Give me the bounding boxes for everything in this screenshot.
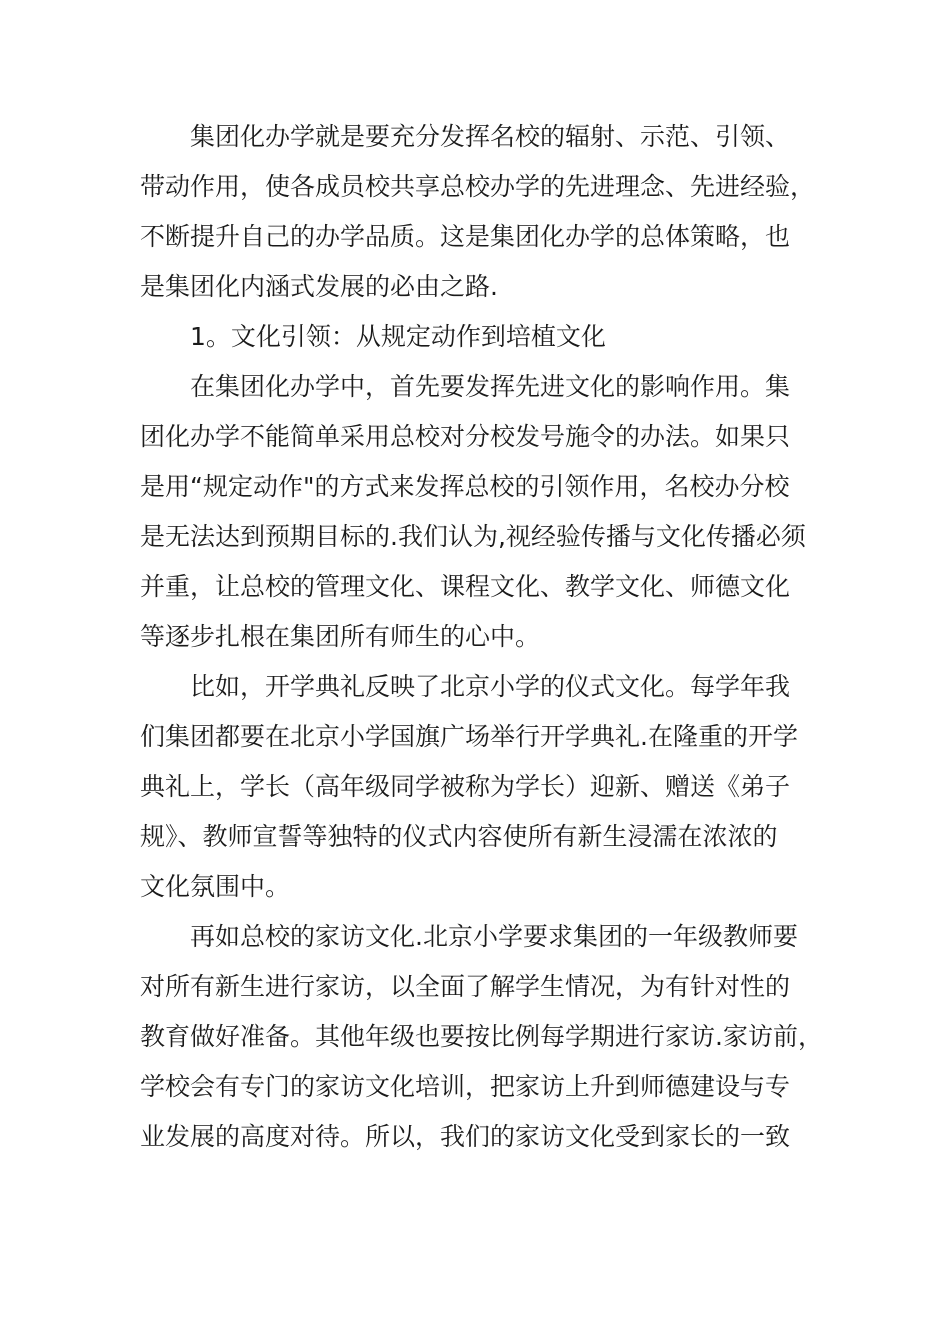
paragraph-line: 在集团化办学中，首先要发挥先进文化的影响作用。集 xyxy=(190,372,791,401)
paragraph-intro xyxy=(140,112,820,312)
section-heading-text: 1。文化引领：从规定动作到培植文化 xyxy=(190,322,606,351)
paragraph-line: 典礼上，学长（高年级同学被称为学长）迎新、赠送《弟子 xyxy=(140,772,791,801)
document-body xyxy=(140,112,823,1162)
paragraph-line: 不断提升自己的办学品质。这是集团化办学的总体策略，也 xyxy=(140,222,791,251)
paragraph-line: 对所有新生进行家访，以全面了解学生情况，为有针对性的 xyxy=(140,972,791,1001)
paragraph-line: 规》、教师宣誓等独特的仪式内容使所有新生浸濡在浓浓的 xyxy=(140,822,778,851)
paragraph-line: 学校会有专门的家访文化培训，把家访上升到师德建设与专 xyxy=(140,1072,791,1101)
paragraph-home-visit xyxy=(140,912,823,1162)
paragraph-line: 文化氛围中。 xyxy=(140,872,291,901)
paragraph-line: 再如总校的家访文化.北京小学要求集团的一年级教师要 xyxy=(190,922,798,951)
paragraph-line: 是集团化内涵式发展的必由之路. xyxy=(140,272,498,301)
paragraph-line: 业发展的高度对待。所以，我们的家访文化受到家长的一致 xyxy=(140,1122,791,1151)
paragraph-line: 比如，开学典礼反映了北京小学的仪式文化。每学年我 xyxy=(190,672,791,701)
paragraph-line: 是用“规定动作"的方式来发挥总校的引领作用，名校办分校 xyxy=(140,472,790,501)
paragraph-line: 并重，让总校的管理文化、课程文化、教学文化、师德文化 xyxy=(140,572,791,601)
paragraph-line: 带动作用，使各成员校共享总校办学的先进理念、先进经验， xyxy=(140,172,816,201)
paragraph-line: 们集团都要在北京小学国旗广场举行开学典礼.在隆重的开学 xyxy=(140,722,798,751)
paragraph-line: 教育做好准备。其他年级也要按比例每学期进行家访.家访前， xyxy=(140,1022,823,1051)
paragraph-line: 是无法达到预期目标的.我们认为,视经验传播与文化传播必须 xyxy=(140,522,806,551)
paragraph-line: 团化办学不能简单采用总校对分校发号施令的办法。如果只 xyxy=(140,422,791,451)
paragraph-line: 等逐步扎根在集团所有师生的心中。 xyxy=(140,622,541,651)
paragraph-culture-lead xyxy=(140,362,820,662)
section-heading xyxy=(140,312,820,362)
paragraph-line: 集团化办学就是要充分发挥名校的辐射、示范、引领、 xyxy=(190,122,791,151)
paragraph-ceremony xyxy=(140,662,820,912)
